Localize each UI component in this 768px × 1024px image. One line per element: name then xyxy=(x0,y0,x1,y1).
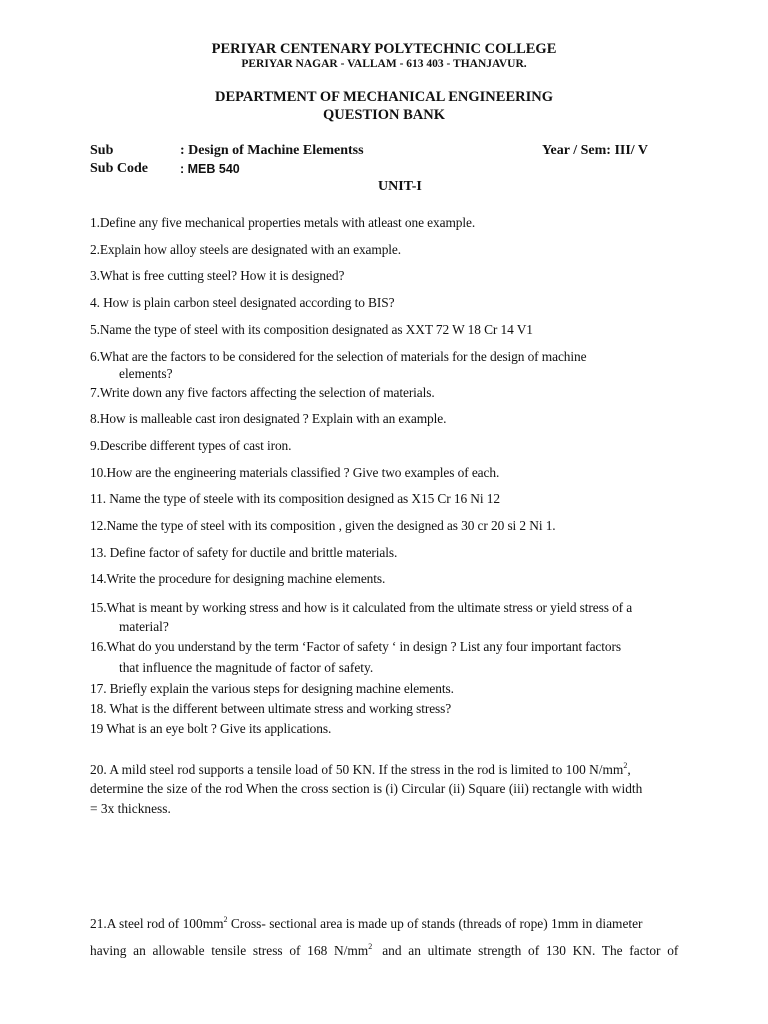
question-12: 12.Name the type of steel with its composition , given the designed as 30 cr 20 si 2 Ni 1. xyxy=(90,518,556,533)
question-20-line-2: determine the size of the rod When the cross section is (i) Circular (ii) Square (iii) rectangle with width xyxy=(90,781,643,796)
document-title: QUESTION BANK xyxy=(322,107,446,123)
question-19: 19 What is an eye bolt ? Give its applications. xyxy=(90,721,332,736)
question-11: 11. Name the type of steele with its composition designed as X15 Cr 16 Ni 12 xyxy=(90,491,500,506)
question-15-line-1: 15.What is meant by working stress and how is it calculated from the ultimate stress or yield stress of a xyxy=(90,600,633,615)
question-16-line-2: that influence the magnitude of factor of safety. xyxy=(119,660,374,675)
question-21-line-1: 21.A steel rod of $100mm^2$ Cross- sectional area is made up of stands (threads of rope) 1mm in diameter xyxy=(90,915,643,931)
subject-code-value: : MEB 540 xyxy=(180,162,240,176)
question-2: 2.Explain how alloy steels are designated with an example. xyxy=(90,242,402,257)
question-21-line-2: having an allowable tensile stress of 168 $N/mm^2$ and an ultimate strength of 130 KN. The factor of xyxy=(90,942,679,958)
question-16-line-1: 16.What do you understand by the term ‘Factor of safety ‘ in design ? List any four important factors xyxy=(90,639,621,654)
college-address: PERIYAR NAGAR - VALLAM - 613 403 - THANJAVUR. xyxy=(241,58,527,70)
question-10: 10.How are the engineering materials classified ? Give two examples of each. xyxy=(90,465,500,480)
year-semester: Year / Sem: III/ V xyxy=(542,143,649,158)
question-8: 8.How is malleable cast iron designated ? Explain with an example. xyxy=(90,411,447,426)
question-20-line-3: = 3x thickness. xyxy=(90,801,171,816)
question-7: 7.Write down any five factors affecting the selection of materials. xyxy=(90,385,435,400)
question-15-line-2: material? xyxy=(119,619,169,634)
question-9: 9.Describe different types of cast iron. xyxy=(90,438,292,453)
question-4: 4. How is plain carbon steel designated according to BIS? xyxy=(90,295,395,310)
question-17: 17. Briefly explain the various steps for designing machine elements. xyxy=(90,681,454,696)
question-3: 3.What is free cutting steel? How it is designed? xyxy=(90,268,345,283)
question-1: 1.Define any five mechanical properties metals with atleast one example. xyxy=(90,215,476,230)
subject-code-label: Sub Code xyxy=(90,161,148,176)
question-6-line-1: 6.What are the factors to be considered for the selection of materials for the design of machine xyxy=(90,349,587,364)
question-14: 14.Write the procedure for designing machine elements. xyxy=(90,571,386,586)
question-6-line-2: elements? xyxy=(119,366,173,381)
question-13: 13. Define factor of safety for ductile and brittle materials. xyxy=(90,545,398,560)
subject-value: : Design of Machine Elementss xyxy=(180,143,364,158)
subject-label: Sub xyxy=(90,143,114,158)
question-18: 18. What is the different between ultimate stress and working stress? xyxy=(90,701,452,716)
question-5: 5.Name the type of steel with its composition designated as XXT 72 W 18 Cr 14 V1 xyxy=(90,322,533,337)
question-20-line-1: 20. A mild steel rod supports a tensile load of 50 KN. If the stress in the rod is limited to 100 $N/mm^2$, xyxy=(90,761,631,777)
unit-heading: UNIT-I xyxy=(378,179,422,194)
college-name: PERIYAR CENTENARY POLYTECHNIC COLLEGE xyxy=(211,41,557,57)
department-name: DEPARTMENT OF MECHANICAL ENGINEERING xyxy=(215,89,553,105)
